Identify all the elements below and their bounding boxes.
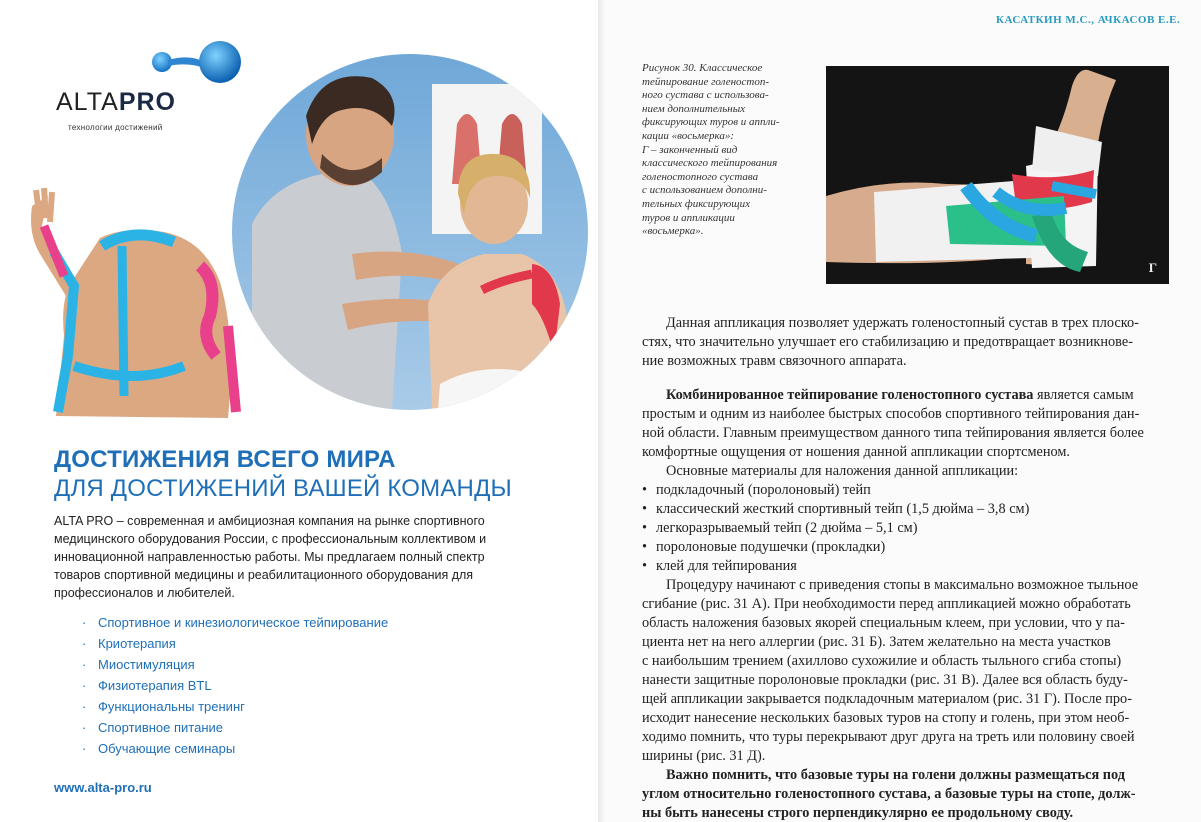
material-item: • легкоразрываемый тейп (2 дюйма – 5,1 см) [642,520,918,536]
bullet-dot-icon: • [642,501,648,517]
bold-lead: Комбинированное тейпирование голеностопного сустава [666,387,1034,403]
logo-brand-bold: PRO [118,88,177,116]
bullet-dot-icon: · [82,636,87,651]
figure-caption [642,62,822,239]
bullet-dot-icon: · [82,615,87,630]
website-link[interactable]: www.alta-pro.ru [54,780,152,795]
caption-line: нием дополнительных [642,102,746,115]
intro-line: профессионалов и любителей. [54,586,235,600]
caption-line: ного сустава с использова- [642,89,769,102]
paragraph-application [642,314,1172,371]
text-line: область наложения базовых якорей специальным клеем, при условии, что у па- [642,615,1125,631]
text-line: исходит нанесение нескольких базовых туров на стопу и голень, при этом необ- [642,710,1130,726]
taped-torso-figure [14,186,246,418]
text-line: ходимо помнить, что туры перекрывают друг друга на треть или половину своей [642,729,1135,745]
text-line: ной области. Главным преимуществом данного типа тейпирования является более [642,425,1144,441]
headline-line-1: ДОСТИЖЕНИЯ ВСЕГО МИРА [54,446,396,473]
headline [54,446,594,504]
intro-line: ALTA PRO – современная и амбициозная компания на рынке спортивного [54,514,485,528]
intro-line: инновационной направленностью работы. Мы предлагаем полный спектр [54,550,485,564]
molecule-logo-icon [148,38,248,88]
material-item: • классический жесткий спортивный тейп (1,5 дюйма – 3,8 см) [642,501,1030,517]
service-item: · Спортивное питание [82,717,388,738]
important-line: углом относительно голеностопного сустава, а базовые туры на стопе, долж- [642,786,1136,802]
left-page [0,0,600,822]
caption-line: голеностопного сустава [642,170,759,183]
bullet-dot-icon: · [82,699,87,714]
important-line: ны быть нанесены строго перпендикулярно ее продольному своду. [642,805,1074,821]
text-line: ширины (рис. 31 Д). [642,748,766,764]
caption-line: кации «восьмерка»: [642,129,735,142]
alta-pro-logo [56,38,256,138]
intro-line: медицинского оборудования России, с профессиональным коллективом и [54,532,487,546]
text-line: Комбинированное тейпирование голеностопного сустава является самым [666,387,1134,403]
caption-line: тельных фиксирующих [642,197,750,210]
material-item: • поролоновые подушечки (прокладки) [642,539,886,555]
caption-line: «восьмерка». [642,225,704,238]
service-item: · Криотерапия [82,633,388,654]
service-item: · Спортивное и кинезиологическое тейпирование [82,612,388,633]
text-line: циента нет на него аллергии (рис. 31 Б). Затем желательно на места участков [642,634,1111,650]
photo-label: Г [1148,260,1157,275]
logo-brand-thin: ALTA [56,88,119,116]
material-item: • клей для тейпирования [642,558,797,574]
text-line: стях, что значительно улучшает его стабилизацию и предотвращает возникнове- [642,334,1133,350]
materials-list [642,481,1172,576]
bullet-dot-icon: · [82,678,87,693]
material-item: • подкладочный (поролоновый) тейп [642,482,871,498]
service-item: · Обучающие семинары [82,738,388,759]
bullet-dot-icon: · [82,720,87,735]
bullet-dot-icon: • [642,520,648,536]
text-line: комфортные ощущения от ношения данной аппликации спортсменом. [642,444,1070,460]
materials-intro: Основные материалы для наложения данной аппликации: [666,463,1019,479]
caption-line: Рисунок 30. Классическое [642,62,763,74]
caption-line: Г – законченный вид [642,143,738,156]
service-item: · Функциональны тренинг [82,696,388,717]
right-page [606,0,1201,822]
caption-line: классического тейпирования [642,157,778,170]
text-line: ние возможных травм связочного аппарата. [642,353,907,369]
bullet-dot-icon: · [82,657,87,672]
bullet-dot-icon: · [82,741,87,756]
logo-tagline: технологии достижений [68,123,163,132]
caption-line: туров и аппликации [642,211,735,224]
services-list [82,612,388,759]
bullet-dot-icon: • [642,539,648,555]
text-line: сгибание (рис. 31 А). При необходимости перед аппликацией можно обработать [642,596,1131,612]
important-line: Важно помнить, что базовые туры на голени должны размещаться под [666,767,1125,783]
running-head-authors: КАСАТКИН М.С., АЧКАСОВ Е.Е. [996,14,1181,26]
bullet-dot-icon: • [642,558,648,574]
caption-line: тейпирование голеностоп- [642,75,770,88]
text-line: простым и одним из наиболее быстрых способов спортивного тейпирования дан- [642,406,1140,422]
intro-line: товаров спортивной медицины и реабилитационного оборудования для [54,568,474,582]
text-line: Процедуру начинают с приведения стопы в максимально возможное тыльное [666,577,1139,593]
therapist-photo [232,54,588,410]
text-line: нанести защитные поролоновые прокладки (рис. 31 В). Далее вся область буду- [642,672,1128,688]
caption-line: фиксирующих туров и аппли- [642,116,780,129]
text-line: Данная аппликация позволяет удержать голеностопный сустав в трех плоско- [666,315,1139,331]
headline-line-2: ДЛЯ ДОСТИЖЕНИЙ ВАШЕЙ КОМАНДЫ [54,475,512,502]
caption-line: с использованием дополни- [642,184,767,197]
bullet-dot-icon: • [642,482,648,498]
service-item: · Физиотерапия BTL [82,675,388,696]
company-intro [54,512,554,602]
text-line: с наибольшим трением (ахиллово сухожилие и область тыльного сгиба стопы) [642,653,1122,669]
text-line: щей аппликации закрывается подкладочным материалом (рис. 31 Г). После про- [642,691,1132,707]
taped-ankle-photo [826,66,1169,284]
service-item: · Миостимуляция [82,654,388,675]
paragraph-combined-taping [642,386,1172,822]
